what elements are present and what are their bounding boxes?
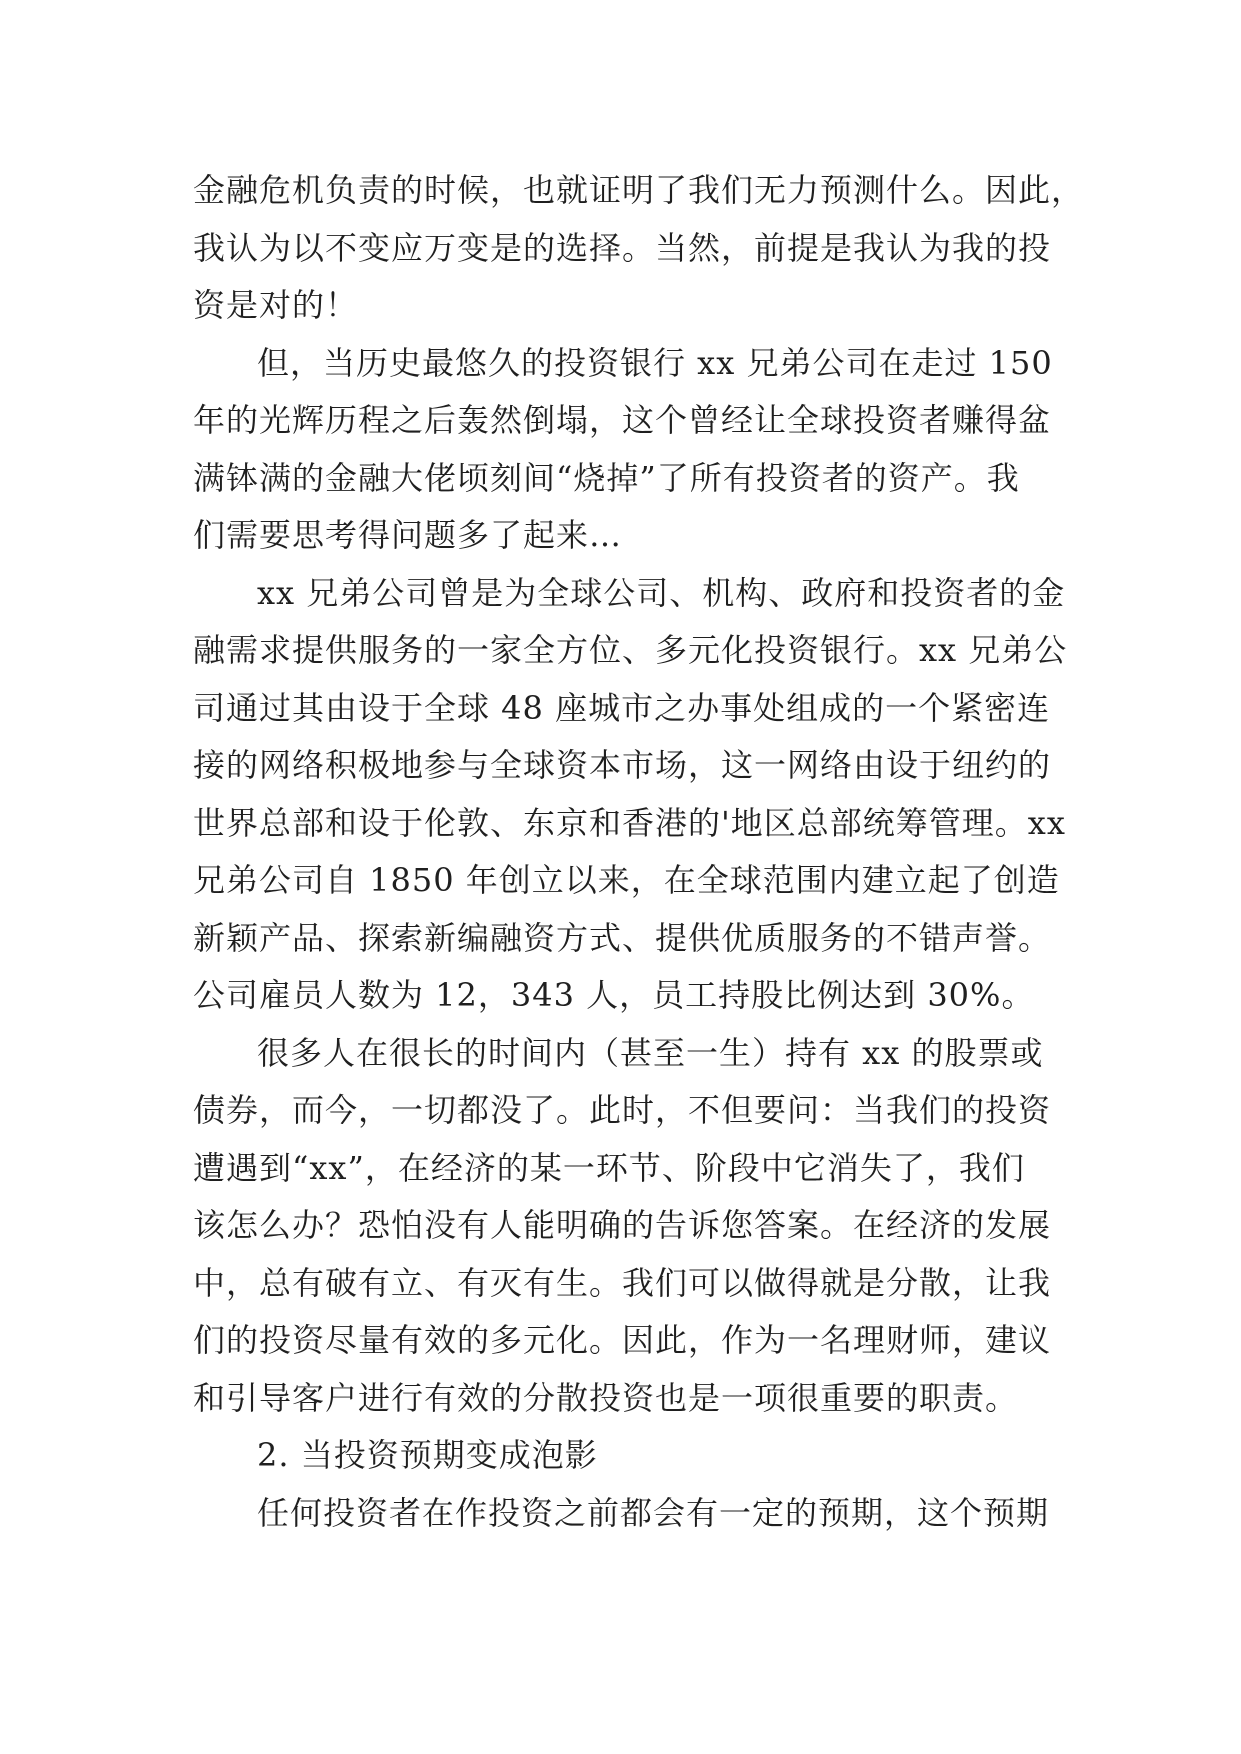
text-line: 们的投资尽量有效的多元化。因此，作为一名理财师，建议 (193, 1321, 1052, 1359)
text-line: 遭遇到“xx”，在经济的某一环节、阶段中它消失了，我们 (193, 1148, 1025, 1187)
text-line: 任何投资者在作投资之前都会有一定的预期，这个预期 (257, 1493, 1050, 1532)
text-line: 金融危机负责的时候，也就证明了我们无力预测什么。因此， (193, 171, 1085, 209)
section-heading (193, 1427, 1063, 1485)
text-line: 年的光辉历程之后轰然倒塌，这个曾经让全球投资者赚得盆 (193, 401, 1052, 439)
text-line: 中，总有破有立、有灭有生。我们可以做得就是分散，让我 (193, 1263, 1052, 1302)
paragraph-1 (193, 162, 1085, 335)
text-line: 们需要思考得问题多了起来… (193, 516, 623, 554)
text-line: 但，当历史最悠久的投资银行 xx 兄弟公司在走过 150 (257, 343, 1053, 382)
text-line: 世界总部和设于伦敦、东京和香港的'地区总部统筹管理。xx (193, 803, 1066, 842)
text-line: 接的网络积极地参与全球资本市场，这一网络由设于纽约的 (193, 746, 1052, 784)
paragraph-2 (193, 335, 1063, 565)
text-line: 很多人在很长的时间内（甚至一生）持有 xx 的股票或 (257, 1033, 1044, 1072)
heading-line: 2. 当投资预期变成泡影 (257, 1436, 598, 1474)
paragraph-6 (193, 1485, 1063, 1543)
text-line: 司通过其由设于全球 48 座城市之办事处组成的一个紧密连 (193, 688, 1051, 727)
paragraph-3 (193, 565, 1068, 1025)
text-line: xx 兄弟公司曾是为全球公司、机构、政府和投资者的金 (257, 573, 1066, 612)
text-line: 我认为以不变应万变是的选择。当然，前提是我认为我的投 (193, 228, 1052, 267)
text-line: 公司雇员人数为 12，343 人，员工持股比例达到 30%。 (193, 976, 1035, 1014)
text-line: 和引导客户进行有效的分散投资也是一项很重要的职责。 (193, 1378, 1019, 1417)
paragraph-4 (193, 1025, 1063, 1428)
text-line: 融需求提供服务的一家全方位、多元化投资银行。xx 兄弟公 (193, 631, 1068, 669)
text-line: 新颖产品、探索新编融资方式、提供优质服务的不错声誉。 (193, 918, 1052, 957)
text-line: 资是对的！ (193, 286, 359, 324)
text-line: 兄弟公司自 1850 年创立以来，在全球范围内建立起了创造 (193, 861, 1060, 899)
text-line: 满钵满的金融大佬顷刻间“烧掉”了所有投资者的资产。我 (193, 458, 1020, 497)
text-line: 债券，而今，一切都没了。此时，不但要问：当我们的投资 (193, 1091, 1052, 1129)
text-line: 该怎么办？恐怕没有人能明确的告诉您答案。在经济的发展 (193, 1206, 1052, 1244)
document-body (193, 162, 1085, 1542)
